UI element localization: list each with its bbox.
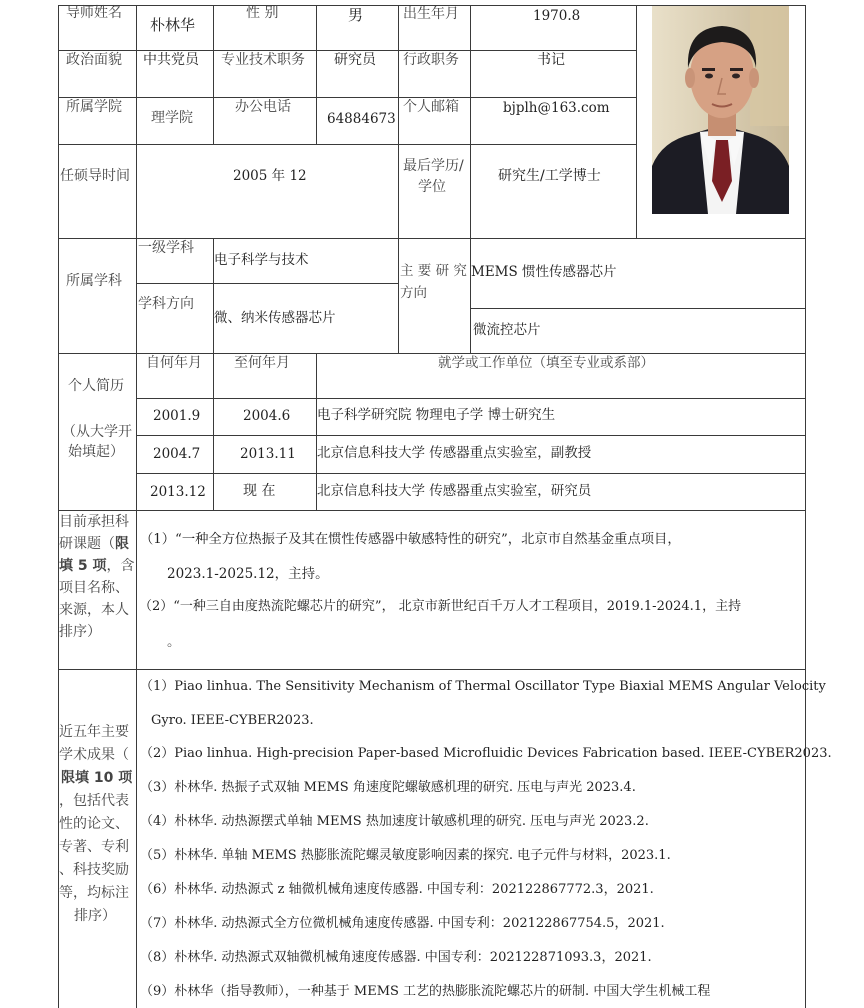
- research-value-1: MEMS 惯性传感器芯片: [471, 264, 617, 280]
- research-label-1: 主 要 研 究: [400, 263, 467, 279]
- direction-value: 微、纳米传感器芯片: [214, 310, 336, 326]
- achievement-item: （9）朴林华（指导教师），一种基于 MEMS 工艺的热膨胀流陀螺芯片的研制. 中国大学生机械工程: [140, 984, 711, 999]
- achievement-item: （7）朴林华. 动热源式全方位微机械角速度传感器. 中国专利：202122867754.5，2021.: [140, 916, 665, 931]
- resume-unit-cell: 电子科学研究院 物理电子学 博士研究生: [317, 407, 556, 423]
- row-line: [58, 669, 806, 670]
- achievements-label-7: 、科技奖励: [59, 862, 129, 878]
- achievements-label-2: 学术成果（: [59, 747, 129, 763]
- tenure-label: 任硕导时间: [60, 168, 130, 184]
- research-value-2: 微流控芯片: [473, 322, 541, 338]
- name-value: 朴林华: [150, 16, 196, 34]
- degree-label-1: 最后学历/: [403, 158, 464, 174]
- row-line: [136, 473, 806, 474]
- resume-label: 个人简历: [68, 378, 124, 394]
- resume-from-cell: 2001.9: [153, 408, 201, 424]
- phone-value: 64884673: [327, 111, 396, 127]
- resume-from-cell: 2004.7: [153, 446, 201, 462]
- row-line: [58, 97, 636, 98]
- projects-label-6: 排序）: [59, 624, 101, 640]
- resume-unit-cell: 北京信息科技大学 传感器重点实验室，研究员: [317, 483, 592, 499]
- achievements-label-9: 排序）: [74, 908, 116, 924]
- resume-from-cell: 2013.12: [150, 484, 206, 500]
- row-line: [58, 144, 636, 145]
- achievement-item: （3）朴林华. 热振子式双轴 MEMS 角速度陀螺敏感机理的研究. 压电与声光 2023.4.: [140, 780, 636, 795]
- email-label: 个人邮箱: [403, 99, 459, 115]
- political-label: 政治面貌: [66, 52, 122, 68]
- table-border-right: [805, 5, 806, 1008]
- col-line: [470, 5, 471, 353]
- direction-label: 学科方向: [138, 296, 194, 312]
- resume-unit-cell: 北京信息科技大学 传感器重点实验室，副教授: [317, 445, 592, 461]
- admin-value: 书记: [537, 52, 565, 68]
- resume-from-header: 自何年月: [146, 355, 202, 371]
- resume-to-cell: 2004.6: [243, 408, 291, 424]
- admin-label: 行政职务: [403, 52, 459, 68]
- research-label-2: 方向: [400, 285, 427, 301]
- achievements-label-6: 专著、专利: [59, 839, 129, 855]
- title-value: 研究员: [334, 52, 376, 68]
- achievements-label-1: 近五年主要: [59, 724, 129, 740]
- row-line: [58, 510, 806, 511]
- tutor-photo: [652, 6, 789, 214]
- name-label: 导师姓名: [66, 5, 122, 21]
- degree-label-2: 学位: [418, 179, 446, 195]
- achievement-item: （5）朴林华. 单轴 MEMS 热膨胀流陀螺灵敏度影响因素的探究. 电子元件与材料，2023.1.: [140, 848, 671, 863]
- col-line: [213, 353, 214, 510]
- achievement-item: （8）朴林华. 动热源式双轴微机械角速度传感器. 中国专利：202122871093.3，2021.: [140, 950, 652, 965]
- row-line: [470, 308, 806, 309]
- achievement-item: （6）朴林华. 动热源式 z 轴微机械角速度传感器. 中国专利：202122867772.3，2021.: [140, 882, 654, 897]
- col-line: [136, 5, 137, 1008]
- degree-value: 研究生/工学博士: [498, 168, 601, 184]
- gender-value: 男: [348, 6, 364, 24]
- achievements-label-3: 限填 10 项: [61, 770, 133, 786]
- project-item-1: （1）“一种全方位热振子及其在惯性传感器中敏感特性的研究”，北京市自然基金重点项目，: [140, 532, 681, 547]
- projects-label-3: 填 5 项，含: [59, 558, 135, 574]
- table-border-left: [58, 5, 59, 1008]
- resume-note-2: 始填起）: [68, 444, 124, 460]
- project-item-1-cont: 2023.1-2025.12，主持。: [167, 566, 329, 582]
- projects-label-2: 研课题（限: [59, 536, 129, 552]
- tenure-value: 2005 年 12: [233, 168, 307, 184]
- resume-to-header: 至何年月: [234, 355, 290, 371]
- col-line: [316, 5, 317, 144]
- resume-unit-header: 就学或工作单位（填至专业或系部）: [438, 355, 654, 371]
- projects-label-5: 来源，本人: [59, 602, 129, 618]
- birth-value: 1970.8: [533, 8, 581, 24]
- discipline-label: 所属学科: [66, 273, 122, 289]
- level1-label: 一级学科: [138, 240, 194, 256]
- row-line: [136, 435, 806, 436]
- email-value: bjplh@163.com: [503, 100, 610, 116]
- col-line: [213, 5, 214, 144]
- col-line: [398, 5, 399, 353]
- achievement-item: （4）朴林华. 动热源摆式单轴 MEMS 热加速度计敏感机理的研究. 压电与声光 2023.2.: [140, 814, 649, 829]
- project-item-2-cont: 。: [167, 634, 181, 650]
- level1-value: 电子科学与技术: [214, 252, 309, 268]
- achievement-item-cont: Gyro. IEEE-CYBER2023.: [151, 713, 314, 728]
- achievements-label-5: 性的论文、: [59, 816, 129, 832]
- projects-label-1: 目前承担科: [59, 514, 129, 530]
- portrait-image: [652, 6, 789, 214]
- gender-label: 性 别: [246, 5, 279, 21]
- resume-note-1: （从大学开: [62, 424, 132, 440]
- project-item-2: （2）“一种三自由度热流陀螺芯片的研究”， 北京市新世纪百千万人才工程项目，2019.1-2024.1，主持: [139, 599, 742, 614]
- achievement-item: （2）Piao linhua. High-precision Paper-based Microfluidic Devices Fabrication based. IEEE-CYBER2023.: [140, 746, 832, 761]
- achievements-label-4: ，包括代表: [59, 793, 129, 809]
- achievements-label-8: 等，均标注: [59, 885, 129, 901]
- birth-label: 出生年月: [403, 6, 459, 22]
- row-line: [136, 283, 398, 284]
- political-value: 中共党员: [143, 52, 199, 68]
- title-label: 专业技术职务: [221, 52, 305, 68]
- phone-label: 办公电话: [235, 99, 291, 115]
- resume-to-cell: 现 在: [243, 483, 276, 499]
- row-line: [136, 398, 806, 399]
- college-label: 所属学院: [66, 99, 122, 115]
- col-line: [636, 5, 637, 238]
- college-value: 理学院: [151, 110, 193, 126]
- achievement-item: （1）Piao linhua. The Sensitivity Mechanism of Thermal Oscillator Type Biaxial MEMS Angular Velocity: [140, 679, 826, 694]
- resume-to-cell: 2013.11: [240, 446, 296, 462]
- projects-label-4: 项目名称、: [59, 580, 129, 596]
